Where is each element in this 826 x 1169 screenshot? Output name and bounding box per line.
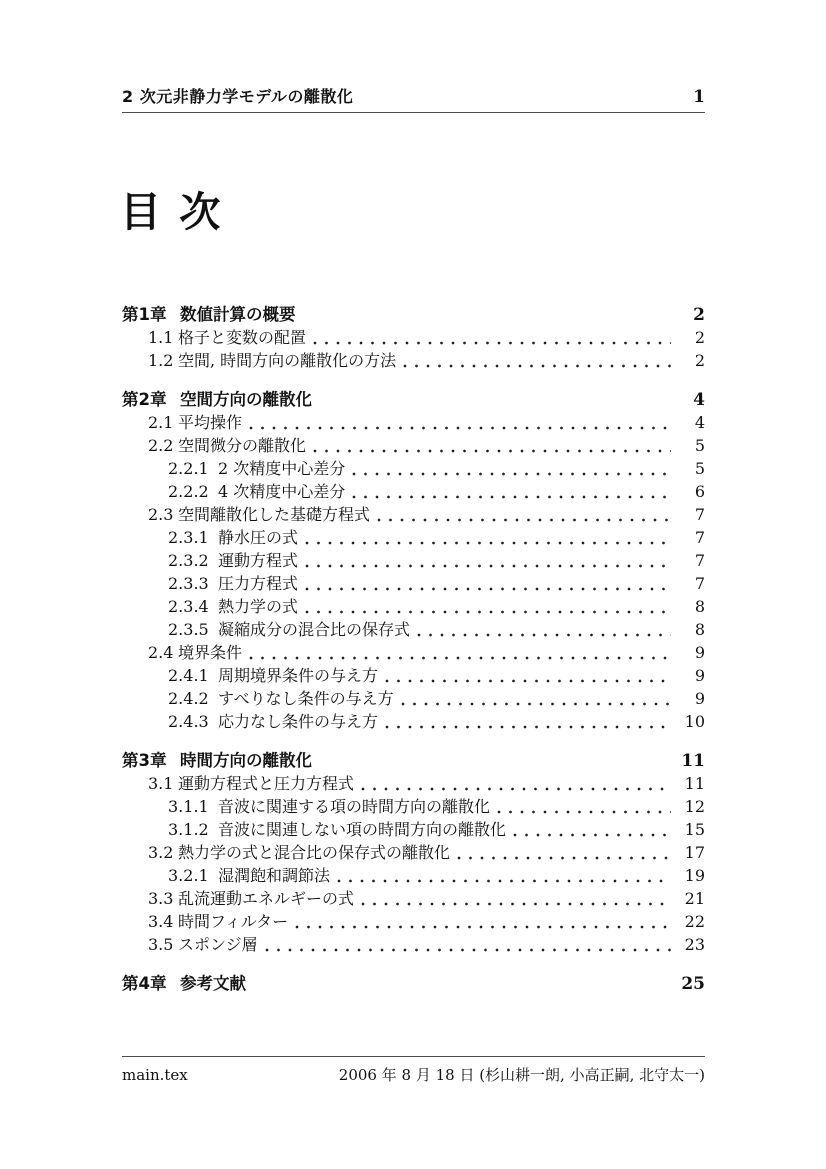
dot-leader	[309, 434, 671, 457]
toc-entry-page-number: 2	[694, 351, 705, 370]
page-footer	[122, 1056, 705, 1085]
toc-section-row	[122, 772, 705, 795]
toc-entry-title: 空間, 時間方向の離散化の方法	[178, 351, 397, 370]
toc-entry-title: 乱流運動エネルギーの式	[178, 889, 355, 908]
toc-entry-number: 2.3	[148, 505, 174, 524]
toc-chapter-title: 数値計算の概要	[180, 305, 296, 324]
dot-leader	[291, 910, 671, 933]
header-title: 2 次元非静力学モデルの離散化	[122, 87, 354, 106]
toc-entry-title: 格子と変数の配置	[178, 328, 307, 347]
toc-entry-number: 2.2.1	[168, 459, 209, 478]
toc-entry-page-number: 7	[694, 505, 705, 524]
dot-leader	[301, 549, 671, 572]
toc-entry-title: 空間離散化した基礎方程式	[178, 505, 371, 524]
toc-section-row	[122, 503, 705, 526]
toc-chapter-label: 第1章	[122, 305, 167, 324]
dot-leader	[348, 480, 671, 503]
toc-entry-title: 圧力方程式	[218, 574, 299, 593]
toc-entry-number: 2.4.3	[168, 712, 209, 731]
toc-entry-number: 2.3.2	[168, 551, 209, 570]
toc-entry-number: 2.3.1	[168, 528, 209, 547]
dot-leader	[245, 641, 671, 664]
toc-entry-title: 音波に関連する項の時間方向の離散化	[218, 797, 491, 816]
toc-subsection-row	[122, 572, 705, 595]
dot-leader	[245, 411, 671, 434]
toc-entry-page-number: 9	[694, 666, 705, 685]
toc-section-row	[122, 641, 705, 664]
running-header	[122, 84, 705, 113]
toc-entry-number: 2.3.4	[168, 597, 209, 616]
toc-entry-page-number: 5	[694, 459, 705, 478]
toc-list	[122, 287, 705, 995]
toc-subsection-row	[122, 549, 705, 572]
dot-leader	[493, 795, 671, 818]
toc-subsection-row	[122, 818, 705, 841]
dot-leader	[373, 503, 671, 526]
toc-chapter-row	[122, 749, 705, 772]
toc-entry-title: 熱力学の式	[218, 597, 299, 616]
toc-section-row	[122, 933, 705, 956]
toc-entry-number: 2.4.1	[168, 666, 209, 685]
toc-entry-number: 1.1	[148, 328, 174, 347]
toc-entry-page-number: 19	[684, 866, 705, 885]
toc-entry-number: 2.2.2	[168, 482, 209, 501]
toc-chapter-label: 第3章	[122, 751, 167, 770]
toc-entry-page-number: 6	[694, 482, 705, 501]
toc-entry-page-number: 5	[694, 436, 705, 455]
toc-entry-page-number: 9	[694, 643, 705, 662]
toc-chapter-title: 参考文献	[180, 974, 246, 993]
toc-entry-number: 3.5	[148, 935, 174, 954]
toc-entry-number: 1.2	[148, 351, 174, 370]
dot-leader	[381, 664, 671, 687]
dot-leader	[357, 772, 671, 795]
dot-leader	[381, 710, 671, 733]
toc-entry-title: 音波に関連しない項の時間方向の離散化	[218, 820, 507, 839]
toc-entry-page-number: 8	[694, 597, 705, 616]
toc-chapter-page-number: 25	[681, 974, 705, 994]
toc-subsection-row	[122, 795, 705, 818]
toc-entry-page-number: 10	[684, 712, 705, 731]
dot-leader	[301, 595, 671, 618]
toc-entry-title: 運動方程式	[218, 551, 299, 570]
toc-entry-title: 平均操作	[178, 413, 243, 432]
toc-chapter-page-number: 11	[681, 751, 705, 771]
toc-entry-page-number: 22	[684, 912, 705, 931]
dot-leader	[333, 864, 671, 887]
toc-subsection-row	[122, 687, 705, 710]
toc-entry-title: 湿潤飽和調節法	[218, 866, 331, 885]
toc-entry-number: 2.4.2	[168, 689, 209, 708]
toc-entry-number: 3.1.1	[168, 797, 209, 816]
toc-chapter-label: 第2章	[122, 390, 167, 409]
toc-entry-number: 2.3.3	[168, 574, 209, 593]
toc-entry-page-number: 4	[694, 413, 705, 432]
toc-section-row	[122, 326, 705, 349]
toc-entry-title: 境界条件	[178, 643, 243, 662]
toc-entry-page-number: 8	[694, 620, 705, 639]
footer-date-authors: 2006 年 8 月 18 日 (杉山耕一朗, 小高正嗣, 北守太一)	[338, 1066, 705, 1084]
toc-entry-title: 熱力学の式と混合比の保存式の離散化	[178, 843, 451, 862]
toc-entry-title: 2 次精度中心差分	[218, 459, 346, 478]
dot-leader	[301, 526, 671, 549]
toc-entry-number: 2.3.5	[168, 620, 209, 639]
dot-leader	[357, 887, 671, 910]
toc-entry-title: 時間フィルター	[178, 912, 289, 931]
toc-entry-page-number: 21	[684, 889, 705, 908]
dot-leader	[261, 933, 671, 956]
toc-entry-title: 凝縮成分の混合比の保存式	[218, 620, 411, 639]
footer-filename: main.tex	[122, 1066, 188, 1084]
toc-entry-number: 3.1	[148, 774, 174, 793]
toc-chapter-page-number: 2	[693, 305, 705, 325]
toc-section-row	[122, 910, 705, 933]
dot-leader	[413, 618, 671, 641]
dot-leader	[309, 326, 671, 349]
toc-entry-title: 応力なし条件の与え方	[218, 712, 379, 731]
toc-entry-number: 2.2	[148, 436, 174, 455]
toc-subsection-row	[122, 618, 705, 641]
toc-entry-title: 運動方程式と圧力方程式	[178, 774, 355, 793]
toc-entry-number: 2.4	[148, 643, 174, 662]
toc-section-row	[122, 349, 705, 372]
header-page-number: 1	[693, 87, 705, 107]
toc-subsection-row	[122, 480, 705, 503]
toc-entry-title: 4 次精度中心差分	[218, 482, 346, 501]
dot-leader	[509, 818, 671, 841]
toc-entry-page-number: 12	[684, 797, 705, 816]
toc-section-row	[122, 411, 705, 434]
toc-entry-number: 3.2	[148, 843, 174, 862]
toc-entry-page-number: 23	[684, 935, 705, 954]
toc-entry-page-number: 7	[694, 528, 705, 547]
toc-entry-number: 3.4	[148, 912, 174, 931]
toc-entry-number: 2.1	[148, 413, 174, 432]
toc-entry-page-number: 9	[694, 689, 705, 708]
toc-chapter-page-number: 4	[693, 390, 705, 410]
dot-leader	[453, 841, 671, 864]
dot-leader	[399, 349, 671, 372]
toc-chapter-title: 空間方向の離散化	[180, 390, 312, 409]
toc-entry-title: スポンジ層	[178, 935, 258, 954]
toc-section-row	[122, 841, 705, 864]
toc-section-row	[122, 434, 705, 457]
toc-entry-number: 3.1.2	[168, 820, 209, 839]
toc-entry-title: 静水圧の式	[218, 528, 299, 547]
dot-leader	[301, 572, 671, 595]
dot-leader	[397, 687, 671, 710]
toc-section-row	[122, 887, 705, 910]
toc-entry-page-number: 7	[694, 574, 705, 593]
toc-subsection-row	[122, 710, 705, 733]
toc-chapter-row	[122, 303, 705, 326]
toc-entry-page-number: 11	[684, 774, 705, 793]
toc-entry-page-number: 2	[694, 328, 705, 347]
toc-chapter-label: 第4章	[122, 974, 167, 993]
toc-entry-title: 空間微分の離散化	[178, 436, 307, 455]
toc-subsection-row	[122, 526, 705, 549]
toc-entry-number: 3.3	[148, 889, 174, 908]
toc-entry-page-number: 17	[684, 843, 705, 862]
toc-entry-page-number: 15	[684, 820, 705, 839]
toc-subsection-row	[122, 864, 705, 887]
toc-subsection-row	[122, 457, 705, 480]
toc-chapter-title: 時間方向の離散化	[180, 751, 312, 770]
toc-title: 目 次	[120, 188, 223, 236]
toc-subsection-row	[122, 595, 705, 618]
dot-leader	[348, 457, 671, 480]
toc-entry-page-number: 7	[694, 551, 705, 570]
toc-entry-title: 周期境界条件の与え方	[218, 666, 379, 685]
toc-chapter-row	[122, 972, 705, 995]
toc-entry-number: 3.2.1	[168, 866, 209, 885]
toc-chapter-row	[122, 388, 705, 411]
toc-entry-title: すべりなし条件の与え方	[218, 689, 394, 708]
toc-subsection-row	[122, 664, 705, 687]
